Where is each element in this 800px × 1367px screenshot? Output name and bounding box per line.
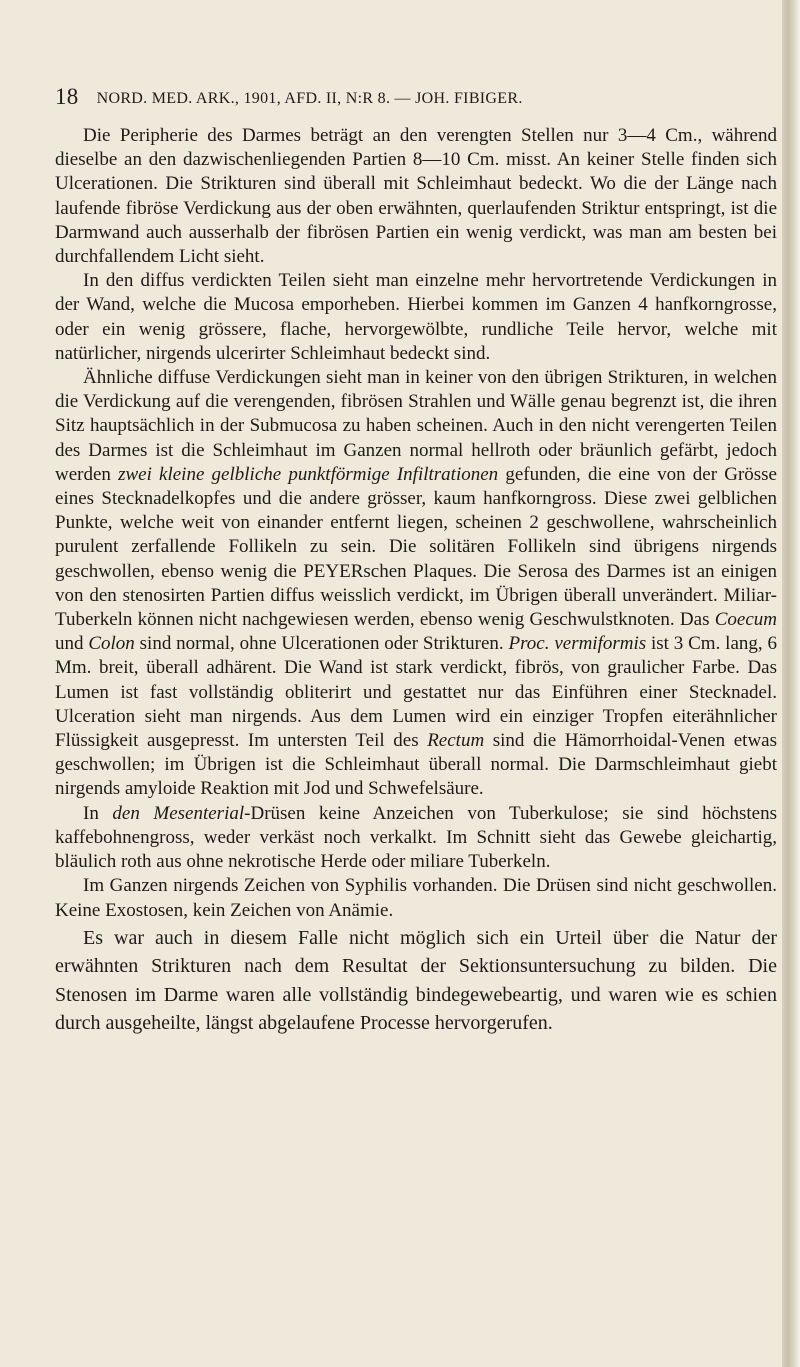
paragraph: Die Peripherie des Darmes beträgt an den verengten Stellen nur 3—4 Cm., während dieselbe an den dazwischenliegenden Partien 8—10 Cm. misst. An keiner Stelle finden sich Ulcerationen. Die Strikturen sind überall mit Schleimhaut bedeckt. Wo die der Länge nach laufende fibröse Verdickung aus der oben erwähnten, querlaufenden Striktur entspringt, ist die Darmwand auch ausserhalb der fibrösen Partien ein wenig verdickt, was man am besten bei durchfallendem Licht sieht. <box>55 125 777 268</box>
page-number: 18 <box>55 84 79 109</box>
paragraph: Im Ganzen nirgends Zeichen von Syphilis vorhanden. Die Drüsen sind nicht geschwollen. Keine Exostosen, kein Zeichen von Anämie. <box>55 875 777 921</box>
italic-run: den Mesenterial <box>112 802 245 824</box>
paragraph <box>55 802 777 875</box>
text-run: Ähnliche diffuse Verdickungen sieht man in keiner von den übrigen Strikturen, in welchen die Verdickung auf die verengenden, fibrösen Strahlen und Wälle genau begrenzt ist, die ihren Sitz hauptsächlich in der Submucosa zu haben scheinen. Auch in den nicht verengerten Teilen des Darmes ist die Schleimhaut im Ganzen normal hellroth oder bräunlich gefärbt, jedoch werden <box>55 367 777 485</box>
text-run: -Drüsen keine Anzeichen von Tuberkulose; sie sind höchstens kaffebohnengross, weder verkäst noch verkalkt. Im Schnitt sieht das Gewebe gleichartig, bläulich roth aus ohne nekrotische Herde oder miliare Tuberkeln. <box>55 802 778 873</box>
text-run: sind die Hämorrhoidal-Venen etwas geschwollen; im Übrigen ist die Schleimhaut überall normal. Die Darmschleimhaut giebt nirgends amyloide Reaktion mit Jod und Schwefelsäure. <box>55 730 777 800</box>
running-header <box>55 84 775 114</box>
italic-run: Coecum <box>714 609 777 631</box>
text-run: ist 3 Cm. lang, 6 Mm. breit, überall adhärent. Die Wand ist stark verdickt, fibrös, von graulicher Farbe. Das Lumen ist fast vollständig obliterirt und gestattet nur das Einführen einer Stecknadel. Ulceration sieht man nirgends. Aus dem Lumen wird ein einziger Tropfen eiterähnlicher Flüssigkeit ausgepresst. Im untersten Teil des <box>55 633 777 752</box>
paragraph: Es war auch in diesem Falle nicht möglich sich ein Urteil über die Natur der erwähnten Strikturen nach dem Resultat der Sektionsuntersuchung zu bilden. Die Stenosen im Darme waren alle vollständig bindegewebeartig, und waren wie es schien durch ausgeheilte, längst abgelaufene Processe hervorgerufen. <box>55 926 777 1035</box>
italic-run: Colon <box>88 633 135 655</box>
paragraph <box>55 366 777 802</box>
page-edge <box>782 0 800 1367</box>
running-title: NORD. MED. ARK., 1901, AFD. II, N:R 8. — JOH. FIBIGER. <box>96 90 523 107</box>
italic-run: zwei kleine gelbliche punktförmige Infiltrationen <box>118 463 499 485</box>
text-run: In <box>83 802 113 824</box>
text-run: sind normal, ohne Ulcerationen oder Strikturen. <box>134 633 509 655</box>
text-run: und <box>55 633 89 655</box>
body-text <box>55 124 777 1038</box>
italic-run: Rectum <box>427 730 485 752</box>
italic-run: Proc. vermiformis <box>508 633 647 655</box>
text-run: gefunden, die eine von der Grösse eines Stecknadelkopfes und die andere grösser, kaum hanfkorngross. Diese zwei gelblichen Punkte, welche weit von einander entfernt liegen, scheinen 2 geschwollene, wahrscheinlich purulent zerfallende Follikeln zu sein. Die solitären Follikeln sind übrigens nirgends geschwollen, ebenso wenig die PEYERschen Plaques. Die Serosa des Darmes ist an einigen von den stenosirten Partien diffus weisslich verdickt, im Übrigen überall unverändert. Miliar-Tuberkeln können nicht nachgewiesen werden, ebenso wenig Geschwulstknoten. Das <box>55 463 777 631</box>
paragraph: In den diffus verdickten Teilen sieht man einzelne mehr hervortretende Verdickungen in der Wand, welche die Mucosa emporheben. Hierbei kommen im Ganzen 4 hanfkorngrosse, oder ein wenig grössere, flache, hervorgewölbte, rundliche Teile hervor, welche mit natürlicher, nirgends ulcerirter Schleimhaut bedeckt sind. <box>55 270 777 364</box>
